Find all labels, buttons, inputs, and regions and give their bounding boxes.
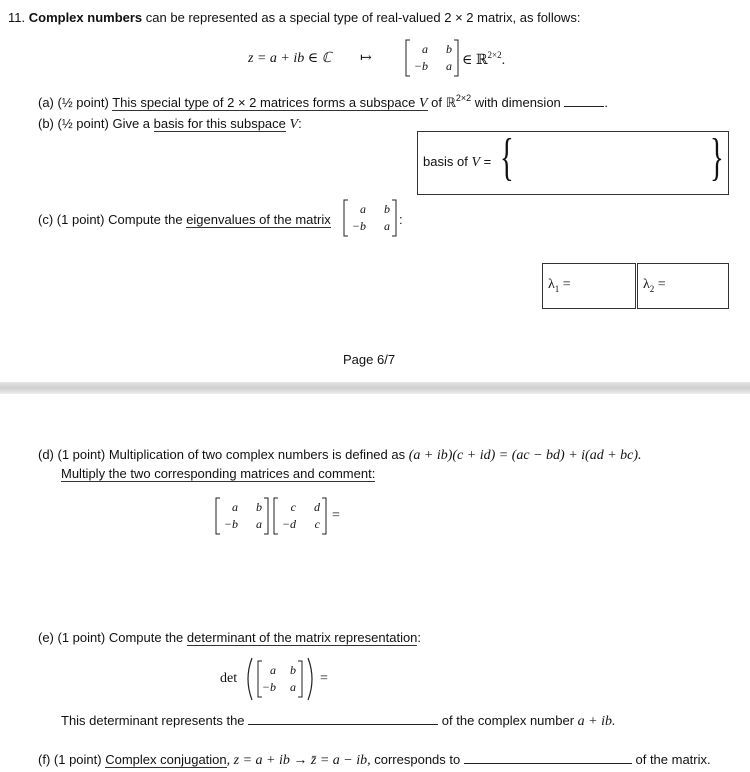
lambda1-answer-box[interactable] (542, 263, 636, 309)
part-d-text: Multiplication of two complex numbers is defined as (108, 447, 406, 462)
part-f-label: (f) (38, 752, 51, 767)
matrix-cell-22: c (314, 517, 320, 531)
part-c-pre: Compute the (108, 212, 183, 227)
matrix-cell-12: b (384, 202, 390, 216)
part-a-label: (a) (38, 95, 54, 110)
det-function: det (220, 671, 238, 686)
part-a-text: This special type of 2 × 2 matrices forms a subspace V (112, 95, 428, 111)
matrix-cell-11: a (360, 202, 366, 216)
basis-label: basis of V = (423, 154, 492, 170)
page-divider (0, 382, 750, 394)
part-a-points: (½ point) (57, 95, 109, 110)
matrix-cell-21: −b (351, 219, 366, 233)
part-a-rest: with dimension (474, 95, 561, 110)
part-b-pre: Give a (112, 116, 151, 131)
product-equals: = (332, 508, 340, 523)
mapping-lhs: z = a + ib ∈ ℂ (248, 51, 332, 66)
part-e-text: determinant of the matrix representation (186, 630, 418, 645)
part-a: (a) (½ point) This special type of 2 × 2 matrices forms a subspace V of ℝ$^{2\times 2}$ with dimension . (38, 93, 609, 111)
det-matrix (244, 656, 316, 702)
matrix-cell-21: −b (261, 680, 276, 694)
det-meaning: This determinant represents the of the complex number a + ib. (61, 713, 616, 729)
question-number: 11. (8, 10, 26, 25)
mapping-arrow: ↦ (360, 51, 372, 66)
matrix-cell-12: b (446, 42, 452, 56)
part-e-pre: Compute the (108, 630, 184, 645)
conjugation-answer-blank[interactable] (464, 751, 632, 764)
matrix-cell-12: b (256, 500, 262, 514)
dimension-answer-blank[interactable] (564, 94, 604, 107)
part-b: (b) (½ point) Give a basis for this subspace V: (38, 116, 302, 132)
matrix-cell-22: a (446, 59, 452, 73)
lambda1-label: $\lambda_1$ = (548, 277, 571, 294)
matrix-cell-21: −b (413, 59, 428, 73)
det-meaning-blank[interactable] (248, 712, 438, 725)
matrix-cell-11: c (290, 500, 296, 514)
question-heading (8, 10, 580, 25)
mapping-matrix (404, 38, 460, 78)
part-c-label: (c) (38, 212, 54, 227)
matrix-cell-22: a (384, 219, 390, 233)
part-f (38, 751, 711, 769)
product-matrix-1 (214, 496, 270, 536)
page-number: Page 6/7 (343, 352, 396, 367)
part-c-text: eigenvalues of the matrix (186, 212, 331, 227)
matrix-cell-22: a (256, 517, 262, 531)
part-d (38, 447, 642, 464)
part-e-points: (1 point) (57, 630, 106, 645)
basis-answer-box[interactable] (417, 131, 729, 195)
question-title-bold: Complex numbers (28, 10, 143, 25)
matrix-cell-21: −d (281, 517, 296, 531)
part-d-instruction: Multiply the two corresponding matrices and comment: (61, 466, 376, 481)
part-f-corr: corresponds to (374, 752, 461, 767)
lambda2-answer-box[interactable] (637, 263, 729, 309)
part-d-points: (1 point) (57, 447, 106, 462)
part-b-label: (b) (38, 116, 54, 131)
mapping-rhs: ∈ ℝ$^{2\times 2}$. (462, 50, 506, 68)
matrix-cell-22: a (290, 680, 296, 694)
part-f-points: (1 point) (53, 752, 102, 767)
matrix-cell-11: a (232, 500, 238, 514)
det-equals: = (320, 671, 328, 686)
part-d-label: (d) (38, 447, 54, 462)
matrix-cell-12: d (314, 500, 320, 514)
part-b-var: V (289, 117, 299, 132)
basis-right-brace: } (710, 129, 724, 186)
part-f-text: Complex conjugation (105, 752, 227, 767)
matrix-cell-11: a (270, 663, 276, 677)
question-title-rest: can be represented as a special type of real-valued 2 × 2 matrix, as follows: (145, 10, 581, 25)
part-a-of: of ℝ$^{2\times 2}$ (431, 93, 472, 110)
part-e: (e) (1 point) Compute the determinant of the matrix representation: (38, 630, 422, 645)
part-f-end: of the matrix. (635, 752, 711, 767)
part-d-formula: (a + ib)(c + id) = (ac − bd) + i(ad + bc). (408, 448, 642, 463)
part-b-text: basis for this subspace (153, 116, 286, 131)
part-c-points: (1 point) (56, 212, 105, 227)
matrix-cell-12: b (290, 663, 296, 677)
part-e-label: (e) (38, 630, 54, 645)
matrix-cell-21: −b (223, 517, 238, 531)
det-parens-brackets (244, 656, 316, 702)
eigen-matrix (342, 198, 398, 238)
basis-left-brace: { (500, 129, 514, 186)
part-f-formula: , z = a + ib → z̄ = a − ib, (226, 753, 371, 768)
product-matrix-2 (272, 496, 328, 536)
part-c-end: : (399, 212, 403, 227)
matrix-cell-11: a (422, 42, 428, 56)
part-c (38, 212, 331, 227)
part-b-points: (½ point) (57, 116, 109, 131)
lambda2-label: $\lambda_2$ = (643, 277, 666, 294)
